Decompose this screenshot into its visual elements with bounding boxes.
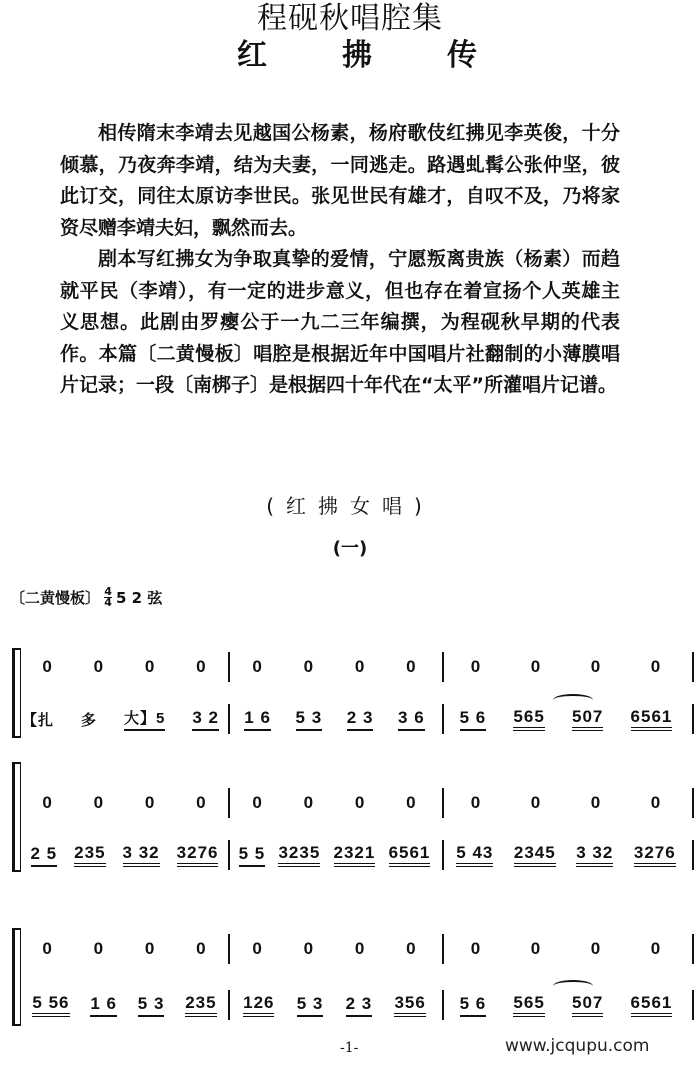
accompaniment-staff <box>0 838 700 872</box>
barline <box>692 704 694 734</box>
barline <box>442 704 444 734</box>
measure: 0 0 0 0 <box>42 793 207 812</box>
barline <box>442 840 444 870</box>
measure: 1 6 5 3 2 3 3 6 <box>232 702 437 736</box>
measure: 2 5 235 3 32 3276 <box>22 838 227 872</box>
vocal-staff <box>0 786 700 820</box>
page-number: -1- <box>340 1040 359 1056</box>
accompaniment-staff <box>0 988 700 1022</box>
opera-title <box>237 38 477 74</box>
measure: 5 56 1 6 5 3 235 <box>22 988 227 1022</box>
barline <box>692 990 694 1020</box>
intro-paragraph: 剧本写红拂女为争取真挚的爱情，宁愿叛离贵族（杨素）而趋就平民（李靖），有一定的进步意义，但也存在着宣扬个人英雄主义思想。此剧由罗瘿公于一九二三年编撰，为程砚秋早期的代表作。本篇〔二黄慢板〕唱腔是根据近年中国唱片社翻制的小薄膜唱片记录；一段〔南梆子〕是根据四十年代在“太平”所灌唱片记谱。 <box>60 248 620 396</box>
barline <box>692 788 694 818</box>
watermark: www.jcqupu.com <box>505 1036 650 1056</box>
book-title: 程砚秋唱腔集 <box>257 1 443 36</box>
measure: 0 0 0 0 <box>252 939 417 958</box>
measure: 0 0 0 0 <box>252 657 417 676</box>
barline <box>228 934 230 964</box>
intro-paragraph: 相传隋末李靖去见越国公杨素，杨府歌伎红拂见李英俊，十分倾慕，乃夜奔李靖，结为夫妻，一同逃走。路遇虬髯公张仲坚，彼此订交，同往太原访李世民。张见世民有雄才，自叹不及，乃将家资尽赠李靖夫妇，飘然而去。 <box>60 122 620 239</box>
measure: 0 0 0 0 <box>42 657 207 676</box>
intro-text <box>60 118 620 402</box>
barline <box>442 990 444 1020</box>
barline <box>692 934 694 964</box>
key-label: 5 2 弦 <box>116 589 163 607</box>
opera-title-char: 红 <box>237 38 267 73</box>
measure: 126 5 3 2 3 356 <box>232 988 437 1022</box>
singer-label: (红拂女唱) <box>266 494 434 518</box>
measure: 5 5 3235 2321 6561 <box>232 838 437 872</box>
barline <box>228 704 230 734</box>
barline <box>228 990 230 1020</box>
barline <box>228 652 230 682</box>
opera-title-char: 拂 <box>342 38 372 73</box>
measure: 0 0 0 0 <box>470 793 662 812</box>
barline <box>228 788 230 818</box>
tempo-marking <box>10 587 162 608</box>
measure: 5 6 565 507 6561 <box>446 702 686 736</box>
measure: 0 0 0 0 <box>470 657 662 676</box>
slur-mark <box>553 980 593 992</box>
measure: 5 6 565 507 6561 <box>446 988 686 1022</box>
vocal-staff <box>0 932 700 966</box>
measure: 0 0 0 0 <box>470 939 662 958</box>
time-signature: $\frac{4}{4}$ <box>104 585 112 609</box>
measure: 0 0 0 0 <box>252 793 417 812</box>
barline <box>442 934 444 964</box>
measure: 5 43 2345 3 32 3276 <box>446 838 686 872</box>
barline <box>228 840 230 870</box>
opera-title-char: 传 <box>447 38 477 73</box>
accompaniment-staff <box>0 702 700 736</box>
measure: 0 0 0 0 <box>42 939 207 958</box>
barline <box>692 652 694 682</box>
section-number: (一) <box>332 538 368 559</box>
barline <box>692 840 694 870</box>
barline <box>442 788 444 818</box>
vocal-staff <box>0 650 700 684</box>
tempo-label: 〔二黄慢板〕 <box>10 589 101 607</box>
slur-mark <box>553 694 593 706</box>
barline <box>442 652 444 682</box>
measure: 【扎 多 大】5 3 2 <box>18 702 223 736</box>
